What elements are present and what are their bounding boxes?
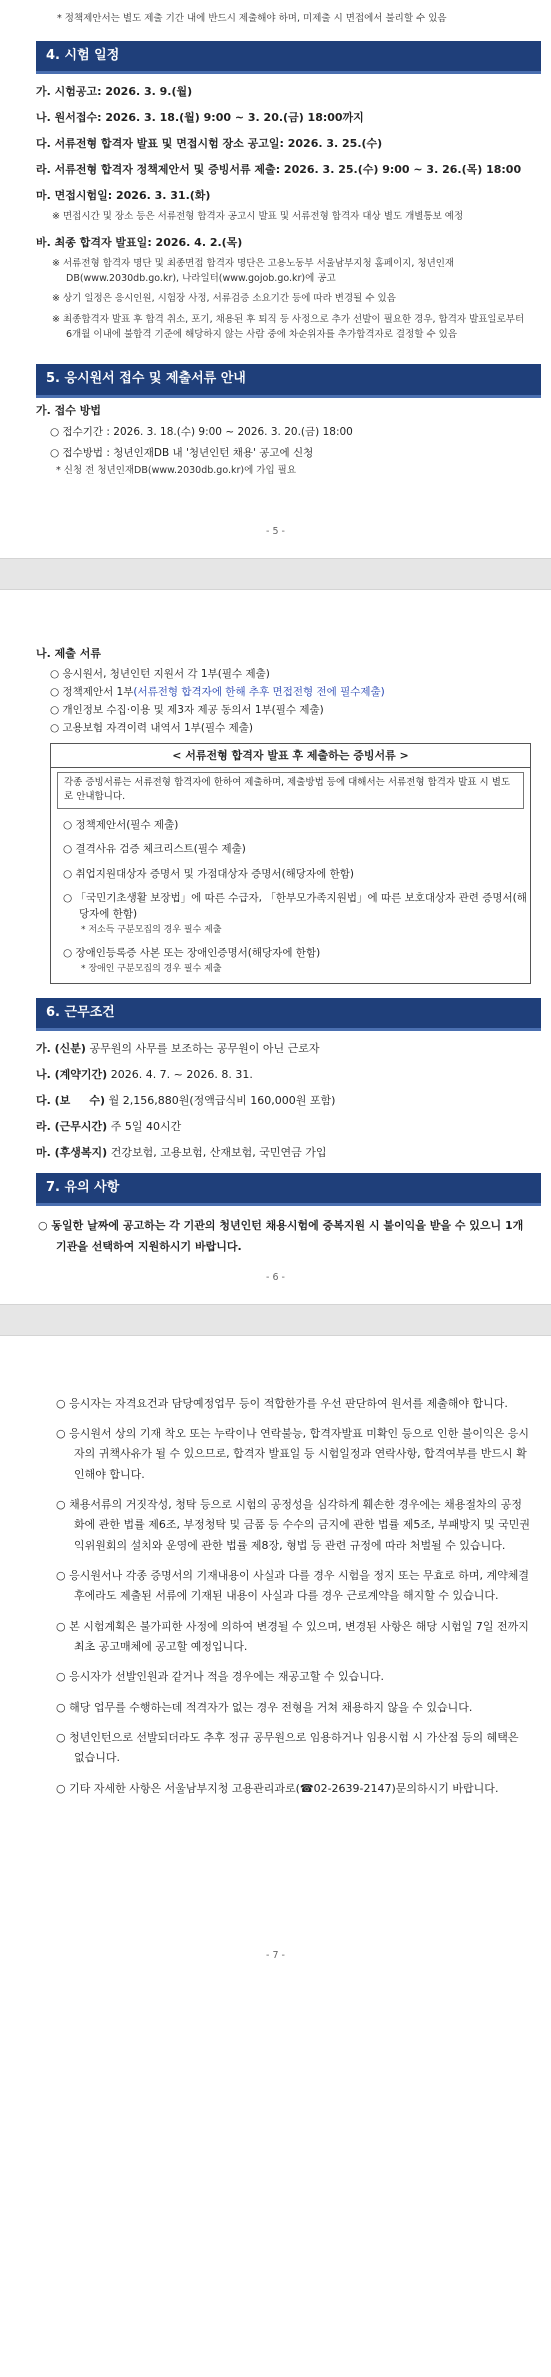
evidence-checklist: ○ 결격사유 검증 체크리스트(필수 제출) xyxy=(63,843,246,856)
doc-privacy-consent: ○ 개인정보 수집·이용 및 제3자 제공 동의서 1부(필수 제출) xyxy=(50,704,324,717)
doc-insurance-history: ○ 고용보험 자격이력 내역서 1부(필수 제출) xyxy=(50,722,254,735)
evidence-box-title: < 서류전형 합격자 발표 후 제출하는 증빙서류 > xyxy=(51,744,530,768)
notice-qualification: ○ 응시자는 자격요건과 담당예정업무 등이 적합한가를 우선 판단하여 원서를 제출해야 합니다. xyxy=(56,1396,508,1410)
section-6-title: 6. 근무조건 xyxy=(36,998,541,1031)
evidence-docs-box xyxy=(50,743,531,984)
page-number-7: - 7 - xyxy=(266,1950,285,1962)
work-welfare: 마. (후생복지) 건강보험, 고용보험, 산재보험, 국민연금 가입 xyxy=(36,1146,327,1159)
submit-docs-heading: 나. 제출 서류 xyxy=(36,646,101,660)
evidence-low-income-note: * 저소득 구분모집의 경우 필수 제출 xyxy=(81,924,222,935)
page-5 xyxy=(0,0,551,558)
schedule-final-result: 바. 최종 합격자 발표일: 2026. 4. 2.(목) xyxy=(36,235,243,249)
notice-mismatch: ○ 응시원서나 각종 증명서의 기재내용이 사실과 다를 경우 시험을 정지 또는 무효로 하며, 계약체결 후에라도 제출된 서류에 기재된 내용이 사실과 다를 경우 근로계약을 해지할 수 있습니다. xyxy=(56,1569,529,1603)
work-hours: 라. (근무시간) 주 5일 40시간 xyxy=(36,1119,182,1133)
page-gap xyxy=(0,558,551,590)
section-4-title: 4. 시험 일정 xyxy=(36,41,541,74)
page-6 xyxy=(0,590,551,1304)
signup-note: * 신청 전 청년인재DB(www.2030db.go.kr)에 가입 필요 xyxy=(56,465,297,477)
final-result-ref-1: ※ 서류전형 합격자 명단 및 최종면접 합격자 명단은 고용노동부 서울남부지청 홈페이지, 청년인재DB(www.2030db.go.kr), 나라일터(www.gojob.go.kr)에 공고 xyxy=(52,257,455,284)
application-way: ○ 접수방법 : 청년인재DB 내 '청년인턴 채용' 공고에 신청 xyxy=(50,446,314,459)
interview-reference: ※ 면접시간 및 장소 등은 서류전형 합격자 공고시 발표 및 서류전형 합격자 대상 별도 개별통보 예정 xyxy=(52,211,464,223)
notice-no-qualified: ○ 해당 업무를 수행하는데 적격자가 없는 경우 전형을 거쳐 채용하지 않을 수 있습니다. xyxy=(56,1700,473,1714)
notice-entry-error: ○ 응시원서 상의 기재 착오 또는 누락이나 연락불능, 합격자발표 미확인 등으로 인한 불이익은 응시자의 귀책사유가 될 수 있으므로, 합격자 발표일 등 시험일정과 연락사항, 합격여부를 반드시 확인해야 합니다. xyxy=(56,1426,529,1481)
evidence-box-notice: 각종 증빙서류는 서류전형 합격자에 한하여 제출하며, 제출방법 등에 대해서는 서류전형 합격자 발표 시 별도로 안내합니다. xyxy=(57,772,524,809)
page-7 xyxy=(0,1336,551,1982)
doc-proposal: ○ 정책제안서 1부(서류전형 합격자에 한해 추후 면접전형 전에 필수제출) xyxy=(50,685,385,698)
notice-false-documents: ○ 채용서류의 거짓작성, 청탁 등으로 시험의 공정성을 심각하게 훼손한 경우에는 채용절차의 공정화에 관한 법률 제6조, 부정청탁 및 금품 등 수수의 금지에 관한 법률 제5조, 부패방지 및 국민권익위원회의 설치와 운영에 관한 법률 제8장, 형법 등 관련 규정에 따라 처벌될 수 있습니다. xyxy=(56,1497,530,1552)
schedule-interview: 마. 면접시험일: 2026. 3. 31.(화) xyxy=(36,189,211,203)
schedule-document-result: 다. 서류전형 합격자 발표 및 면접시험 장소 공고일: 2026. 3. 25.(수) xyxy=(36,136,383,150)
final-result-ref-2: ※ 상기 일정은 응시인원, 시험장 사정, 서류검증 소요기간 등에 따라 변경될 수 있음 xyxy=(52,293,396,305)
notice-contact: ○ 기타 자세한 사항은 서울남부지청 고용관리과로(☎02-2639-2147)문의하시기 바랍니다. xyxy=(56,1781,499,1795)
application-period: ○ 접수기간 : 2026. 3. 18.(수) 9:00 ~ 2026. 3. 20.(금) 18:00 xyxy=(50,425,353,438)
duplicate-application-warning: ○ 동일한 날짜에 공고하는 각 기관의 청년인턴 채용시험에 중복지원 시 불이익을 받을 수 있으니 1개 기관을 선택하여 지원하시기 바랍니다. xyxy=(38,1219,524,1253)
work-status: 가. (신분) 공무원의 사무를 보조하는 공무원이 아닌 근로자 xyxy=(36,1041,320,1055)
page-gap xyxy=(0,1304,551,1336)
policy-proposal-note: * 정책제안서는 별도 제출 기간 내에 반드시 제출해야 하며, 미제출 시 면접에서 불리할 수 있음 xyxy=(57,13,447,24)
work-salary: 다. (보 수) 월 2,156,880원(정액급식비 160,000원 포함) xyxy=(36,1093,336,1107)
section-7-title: 7. 유의 사항 xyxy=(36,1173,541,1206)
page-number-6: - 6 - xyxy=(266,1271,285,1283)
notice-plan-change: ○ 본 시험계획은 불가피한 사정에 의하여 변경될 수 있으며, 변경된 사항은 해당 시험일 7일 전까지 최초 공고매체에 공고할 예정입니다. xyxy=(56,1619,529,1654)
final-result-ref-3: ※ 최종합격자 발표 후 합격 취소, 포기, 채용된 후 퇴직 등 사정으로 추가 선발이 필요한 경우, 합격자 발표일로부터 6개월 이내에 불합격 기준에 해당하지 않는 사람 중에 차순위자를 추가합격자로 결정할 수 있음 xyxy=(52,314,525,340)
work-contract-period: 나. (계약기간) 2026. 4. 7. ~ 2026. 8. 31. xyxy=(36,1067,253,1081)
section-5-title: 5. 응시원서 접수 및 제출서류 안내 xyxy=(36,364,541,397)
notice-no-benefit: ○ 청년인턴으로 선발되더라도 추후 정규 공무원으로 임용하거나 임용시험 시 가산점 등의 혜택은 없습니다. xyxy=(56,1731,519,1765)
schedule-proposal-submit: 라. 서류전형 합격자 정책제안서 및 증빙서류 제출: 2026. 3. 25.(수) 9:00 ~ 3. 26.(목) 18:00 xyxy=(36,163,522,176)
schedule-application: 나. 원서접수: 2026. 3. 18.(월) 9:00 ~ 3. 20.(금) 18:00까지 xyxy=(36,110,364,124)
evidence-disability-note: * 장애인 구분모집의 경우 필수 제출 xyxy=(81,963,222,974)
application-method-heading: 가. 접수 방법 xyxy=(36,403,101,417)
doc-application: ○ 응시원서, 청년인턴 지원서 각 1부(필수 제출) xyxy=(50,667,270,680)
page-number-5: - 5 - xyxy=(266,525,285,537)
evidence-proposal: ○ 정책제안서(필수 제출) xyxy=(63,819,179,832)
evidence-employment-support: ○ 취업지원대상자 증명서 및 가점대상자 증명서(해당자에 한함) xyxy=(63,867,354,880)
schedule-announce: 가. 시험공고: 2026. 3. 9.(월) xyxy=(36,84,193,98)
evidence-disability: ○ 장애인등록증 사본 또는 장애인증명서(해당자에 한함) xyxy=(63,947,321,960)
notice-re-announcement: ○ 응시자가 선발인원과 같거나 적을 경우에는 재공고할 수 있습니다. xyxy=(56,1670,384,1684)
evidence-low-income: ○ 「국민기초생활 보장법」에 따른 수급자, 「한부모가족지원법」에 따른 보호대상자 관련 증명서(해당자에 한함) xyxy=(63,892,527,921)
